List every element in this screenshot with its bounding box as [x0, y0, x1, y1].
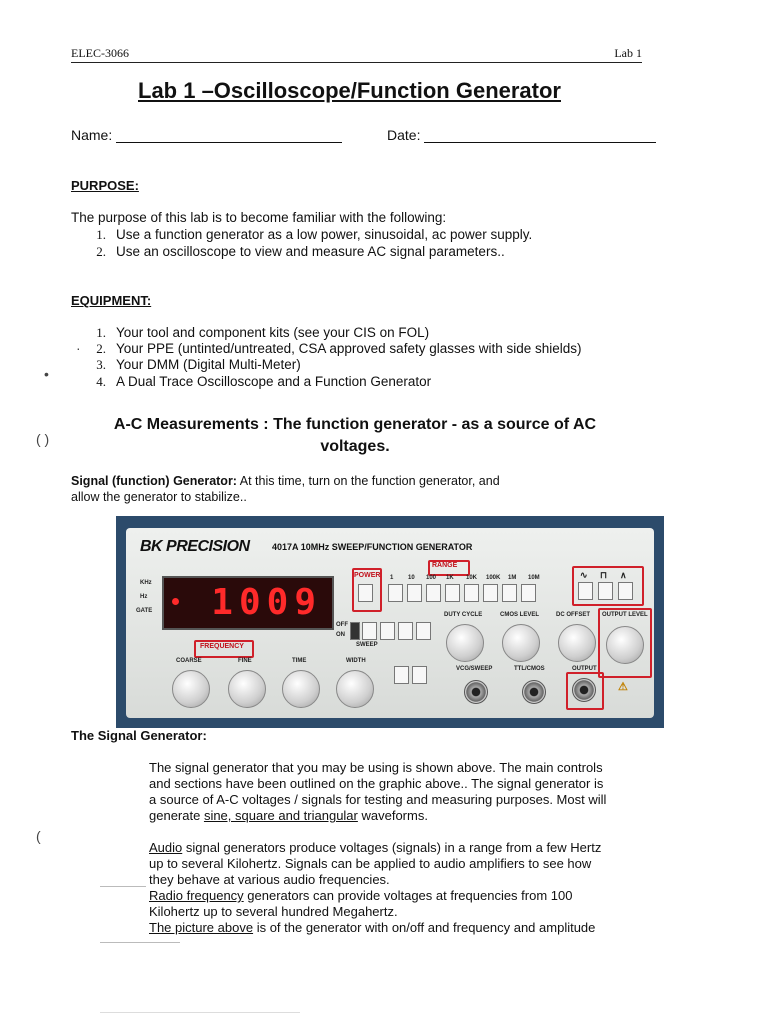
page-header	[71, 46, 642, 63]
range-button[interactable]	[502, 584, 517, 602]
warning-icon: ⚠	[618, 681, 628, 693]
off-label: OFF	[336, 622, 348, 628]
equipment-item	[80, 374, 431, 390]
width-knob[interactable]	[336, 670, 374, 708]
dc-offset-knob[interactable]	[558, 624, 596, 662]
signal-generator-heading: The Signal Generator:	[71, 728, 207, 743]
course-code: ELEC-3066	[71, 46, 129, 60]
text-span: waveforms.	[357, 808, 428, 823]
signal-intro-label: Signal (function) Generator:	[71, 474, 237, 488]
ac-heading-line-2: voltages.	[320, 438, 390, 455]
triangle-wave-icon: ∧	[620, 570, 627, 580]
range-value: 100K	[486, 575, 501, 581]
signal-intro-line-2: allow the generator to stabilize..	[71, 490, 247, 504]
page-title: Lab 1 –Oscilloscope/Function Generator	[138, 78, 561, 103]
paragraph-line: up to several Kilohertz. Signals can be applied to audio amplifiers to see how	[149, 856, 592, 871]
coarse-label: COARSE	[176, 658, 202, 664]
list-text: A Dual Trace Oscilloscope and a Function Generator	[116, 374, 432, 389]
time-label: TIME	[292, 658, 307, 664]
list-number: 1.	[96, 325, 106, 340]
paragraph-line: and sections have been outlined on the graphic above.. The signal generator is	[149, 776, 604, 791]
square-button[interactable]	[598, 582, 613, 600]
ac-heading-line-1: A-C Measurements : The function generator - as a source of AC	[113, 416, 597, 433]
model-label: 4017A 10MHz SWEEP/FUNCTION GENERATOR	[272, 542, 473, 552]
picture-above-underlined: The picture above	[149, 920, 254, 935]
signal-generator-paragraph-2	[149, 840, 629, 936]
display-readout: 1009	[211, 582, 322, 623]
output-level-label: OUTPUT LEVEL	[602, 612, 648, 618]
range-button[interactable]	[445, 584, 460, 602]
vcg-sweep-label: VCG/SWEEP	[456, 666, 493, 672]
ac-measurements-heading	[60, 414, 650, 458]
gate-switch[interactable]	[350, 622, 360, 640]
ttl-cmos-label: TTL/CMOS	[514, 666, 545, 672]
range-button[interactable]	[521, 584, 536, 602]
range-value: 1	[390, 575, 394, 581]
paragraph-line: they behave at various audio frequencies.	[149, 872, 390, 887]
equipment-heading: EQUIPMENT:	[71, 293, 152, 308]
cmos-level-label: CMOS LEVEL	[500, 612, 540, 618]
fine-knob[interactable]	[228, 670, 266, 708]
range-value: 10K	[466, 575, 478, 581]
function-generator-photo	[116, 516, 664, 728]
signal-intro-text: At this time, turn on the function generator, and	[236, 474, 500, 488]
function-button[interactable]	[416, 622, 431, 640]
time-knob[interactable]	[282, 670, 320, 708]
range-label: RANGE	[432, 562, 458, 569]
frequency-display	[162, 576, 334, 630]
indicator-led	[172, 598, 179, 605]
range-value: 100	[426, 575, 437, 581]
output-level-knob[interactable]	[606, 626, 644, 664]
cmos-level-knob[interactable]	[502, 624, 540, 662]
date-label: Date:	[387, 127, 421, 143]
output-label: OUTPUT	[572, 666, 597, 672]
paragraph-line: a source of A-C voltages / signals for testing and measuring purposes. Most will	[149, 792, 607, 807]
list-text: Use an oscilloscope to view and measure AC signal parameters..	[116, 244, 505, 259]
audio-underlined: Audio	[149, 840, 183, 855]
scan-line	[100, 886, 146, 887]
range-button[interactable]	[483, 584, 498, 602]
list-number: 4.	[96, 374, 106, 389]
name-label: Name:	[71, 127, 113, 143]
purpose-heading: PURPOSE:	[71, 178, 139, 193]
name-field	[71, 127, 342, 143]
gate-label: GATE	[136, 608, 153, 614]
signal-intro-line-1	[71, 474, 500, 488]
power-button[interactable]	[358, 584, 373, 602]
text-span: is of the generator with on/off and frequency and amplitude	[253, 920, 596, 935]
width-label: WIDTH	[346, 658, 366, 664]
on-label: ON	[336, 632, 345, 638]
khz-label: KHz	[140, 580, 152, 586]
function-button[interactable]	[362, 622, 377, 640]
range-value: 1M	[508, 575, 517, 581]
equipment-item	[80, 341, 582, 357]
frequency-label: FREQUENCY	[200, 643, 244, 650]
range-value: 10	[408, 575, 415, 581]
list-text: Your PPE (untinted/untreated, CSA approved safety glasses with side shields)	[116, 341, 582, 356]
date-blank-line	[424, 128, 656, 143]
list-text: Use a function generator as a low power, sinusoidal, ac power supply.	[116, 227, 533, 242]
scan-mark: ( )	[36, 431, 50, 447]
vcg-sweep-connector[interactable]	[464, 680, 488, 704]
list-number: 2.	[96, 244, 106, 259]
list-text: Your tool and component kits (see your CIS on FOL)	[116, 325, 430, 340]
signal-generator-paragraph-1	[149, 760, 629, 824]
purpose-item	[80, 227, 532, 243]
function-button[interactable]	[398, 622, 413, 640]
paragraph-line	[149, 888, 629, 904]
power-label: POWER	[354, 572, 381, 579]
range-button[interactable]	[407, 584, 422, 602]
front-panel	[126, 528, 654, 718]
paragraph-line: The signal generator that you may be using is shown above. The main controls	[149, 760, 603, 775]
range-button[interactable]	[426, 584, 441, 602]
paragraph-line: Kilohertz up to several hundred Megahertz.	[149, 904, 398, 919]
list-number: 3.	[96, 357, 106, 372]
range-button[interactable]	[388, 584, 403, 602]
range-value: 10M	[528, 575, 540, 581]
paragraph-line	[149, 840, 629, 856]
range-button[interactable]	[464, 584, 479, 602]
sweep-button[interactable]	[394, 666, 409, 684]
sweep-button[interactable]	[412, 666, 427, 684]
name-blank-line	[116, 128, 342, 143]
sine-button[interactable]	[578, 582, 593, 600]
purpose-item	[80, 244, 505, 260]
bullet-mark: ·	[76, 340, 81, 356]
square-wave-icon: ⊓	[600, 570, 608, 580]
ttl-cmos-connector[interactable]	[522, 680, 546, 704]
hz-label: Hz	[140, 594, 148, 600]
triangle-button[interactable]	[618, 582, 633, 600]
scan-line	[100, 942, 180, 943]
scan-mark: •	[44, 366, 49, 382]
paragraph-line	[149, 808, 629, 824]
sine-icon: ∿	[580, 570, 588, 580]
duty-cycle-knob[interactable]	[446, 624, 484, 662]
output-connector[interactable]	[572, 678, 596, 702]
purpose-intro: The purpose of this lab is to become familiar with the following:	[71, 210, 447, 225]
range-value: 1K	[446, 575, 454, 581]
paragraph-line	[149, 920, 629, 936]
fine-label: FINE	[238, 658, 252, 664]
scan-line	[100, 1012, 300, 1013]
text-span: generate	[149, 808, 204, 823]
equipment-item	[80, 357, 301, 373]
function-button[interactable]	[380, 622, 395, 640]
list-number: 2.	[96, 341, 106, 356]
radio-frequency-underlined: Radio frequency	[149, 888, 244, 903]
coarse-knob[interactable]	[172, 670, 210, 708]
scan-mark: (	[36, 828, 41, 844]
dc-offset-label: DC OFFSET	[556, 612, 590, 618]
equipment-item	[80, 325, 429, 341]
duty-cycle-label: DUTY CYCLE	[444, 612, 483, 618]
brand-logo: BK PRECISION	[140, 538, 250, 555]
date-field	[387, 127, 656, 143]
list-number: 1.	[96, 227, 106, 242]
list-text: Your DMM (Digital Multi-Meter)	[116, 357, 301, 372]
waveforms-underlined: sine, square and triangular	[203, 808, 358, 823]
text-span: signal generators produce voltages (signals) in a range from a few Hertz	[182, 840, 602, 855]
text-span: generators can provide voltages at frequencies from 100	[243, 888, 573, 903]
lab-number: Lab 1	[614, 46, 642, 60]
sweep-label: SWEEP	[356, 642, 378, 648]
